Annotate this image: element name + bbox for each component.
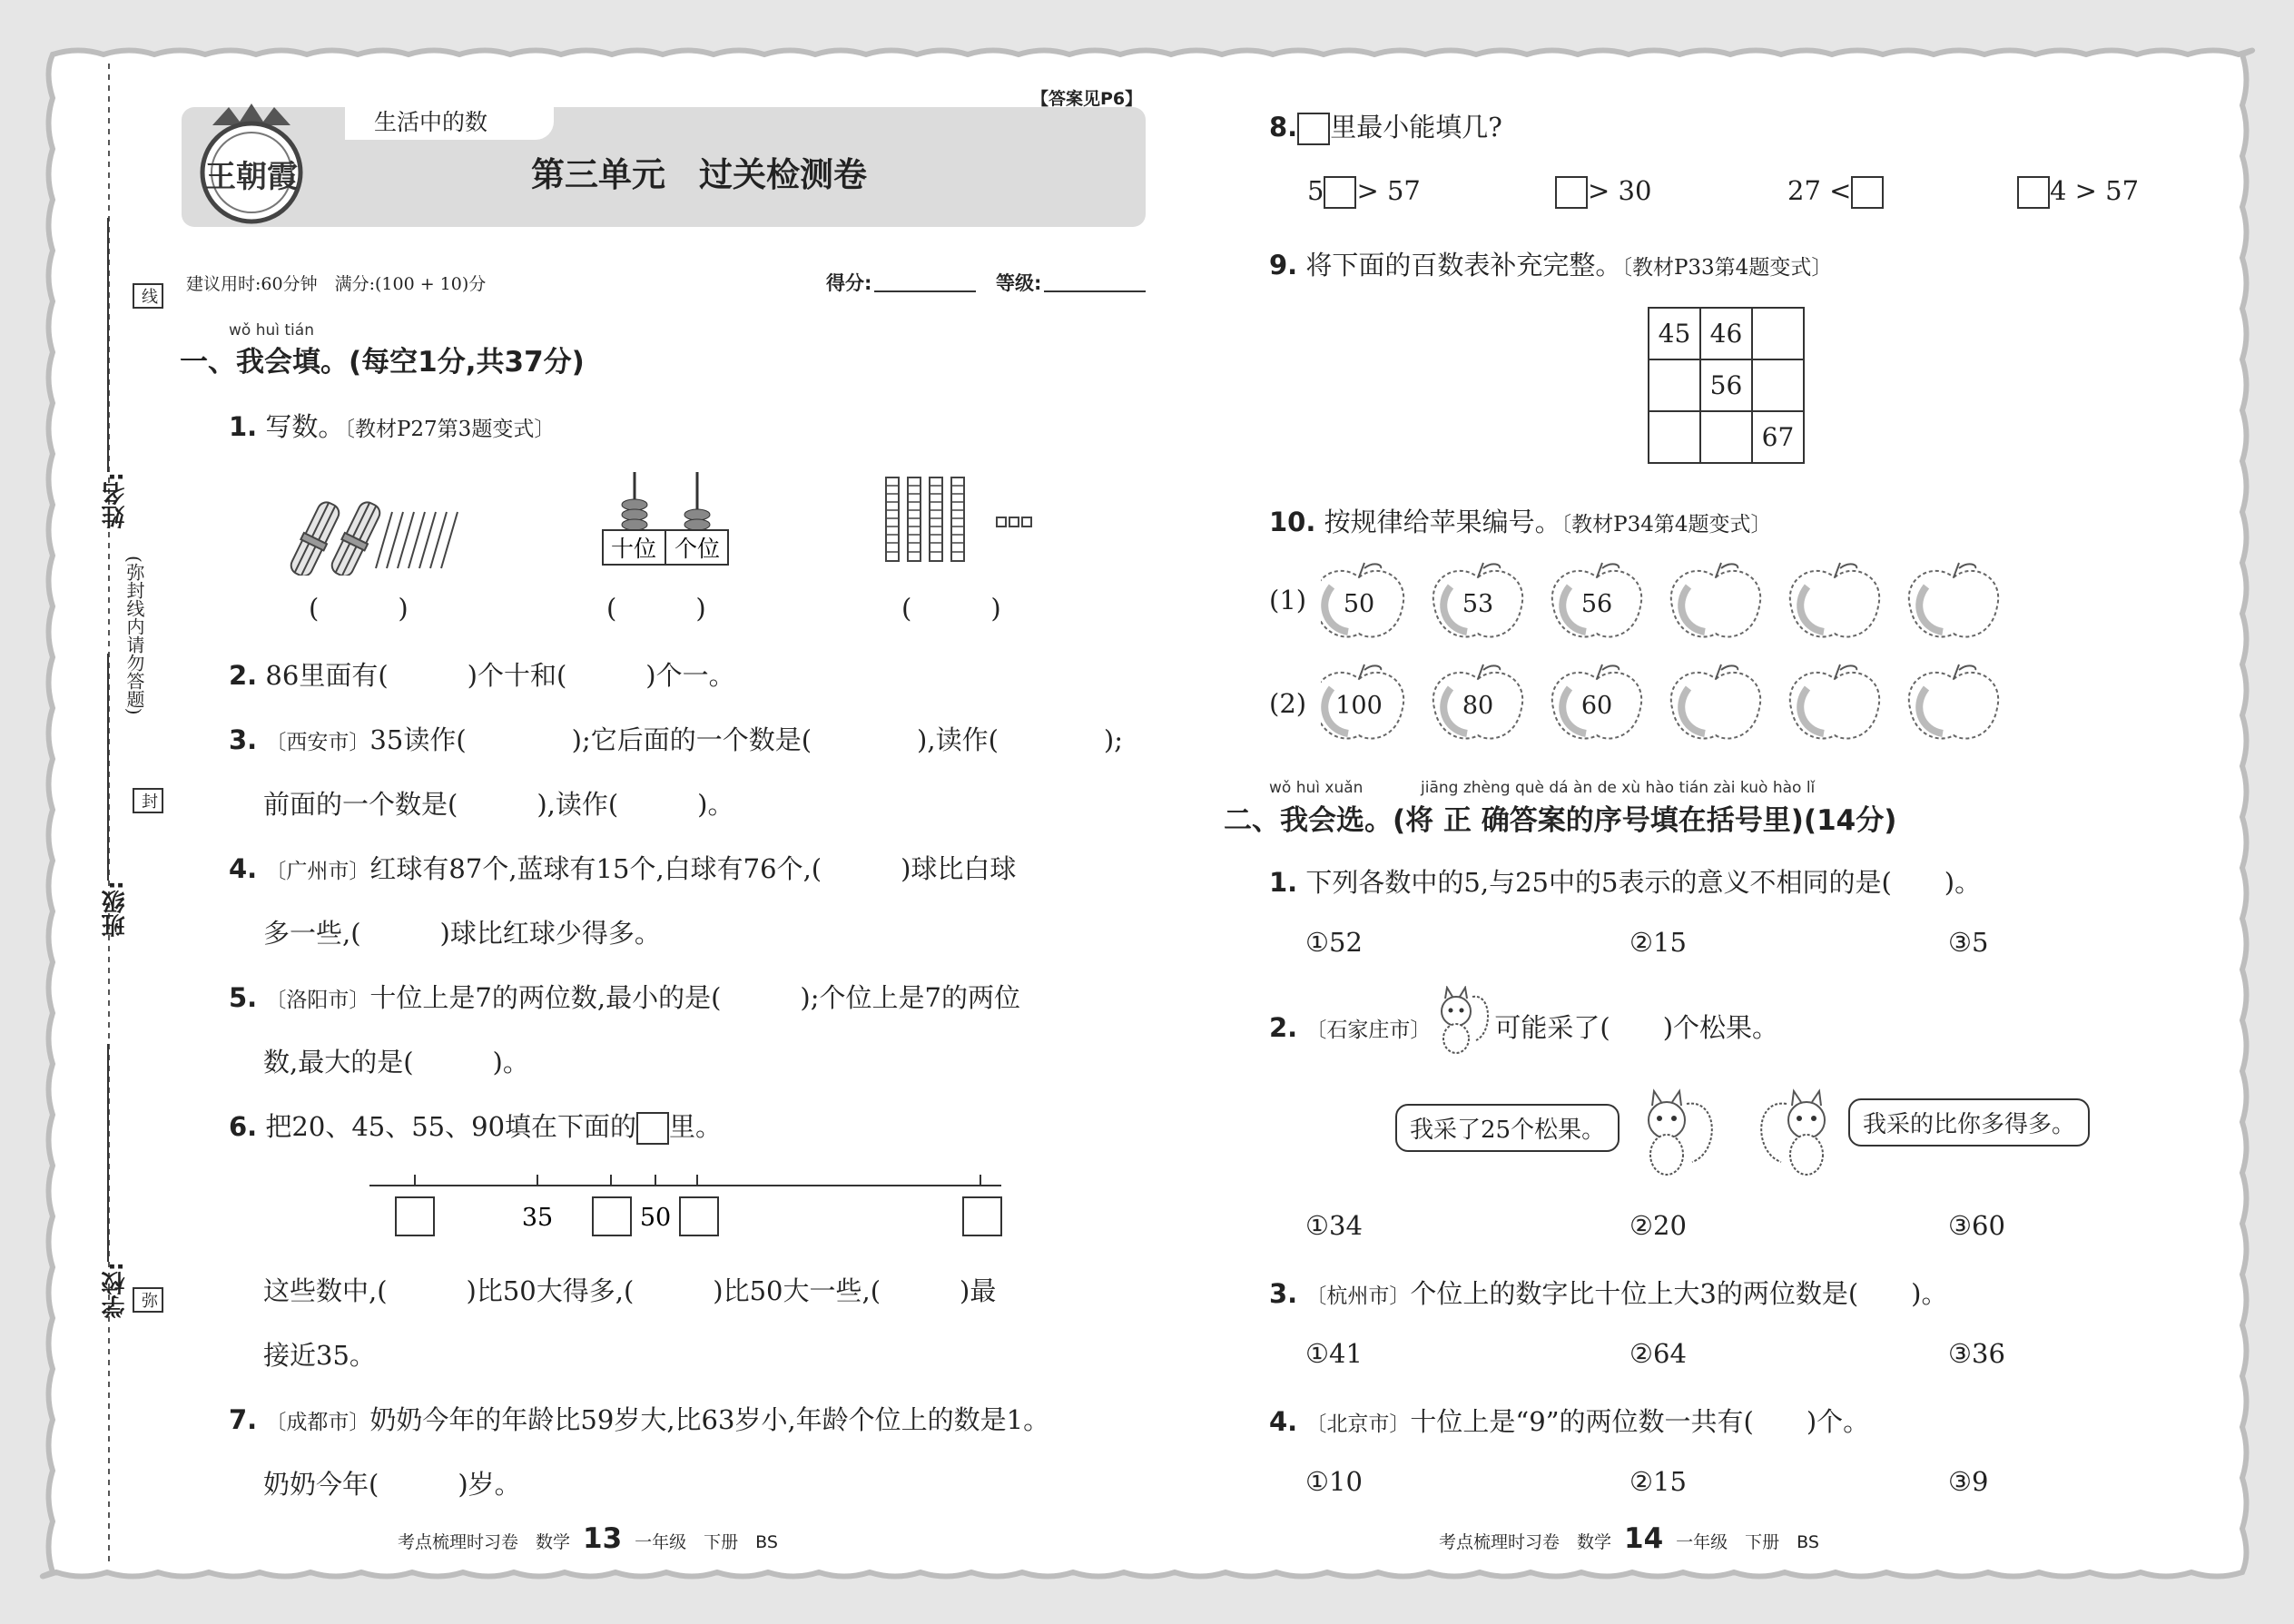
s2-q4: 4. 〔北京市〕十位上是“9”的两位数一共有( )个。 bbox=[1269, 1406, 1870, 1437]
score-label: 得分: bbox=[826, 272, 872, 294]
section2-title: 二、我会选。(将 正 确答案的序号填在括号里)(14分) bbox=[1224, 804, 1897, 837]
s2-q1-opt-3[interactable]: ③5 bbox=[1948, 927, 1989, 958]
topic-label: 生活中的数 bbox=[374, 109, 488, 135]
section2-pinyin-a: wǒ huì xuǎn bbox=[1269, 779, 1364, 797]
q9: 9. 将下面的百数表补充完整。〔教材P33第4题变式〕 bbox=[1269, 250, 1833, 281]
apple-number: 60 bbox=[1580, 692, 1613, 720]
apple-2-6[interactable] bbox=[1909, 664, 1998, 739]
q5-line2: 数,最大的是( )。 bbox=[263, 1047, 529, 1078]
s2-q2: 2. 〔石家庄市〕 可能采了( )个松果。 bbox=[1269, 1012, 1779, 1043]
apple-1-5[interactable] bbox=[1790, 563, 1879, 637]
s2-q3: 3. 〔杭州市〕个位上的数字比十位上大3的两位数是( )。 bbox=[1269, 1278, 1948, 1309]
s2-q3-opt-3[interactable]: ③36 bbox=[1948, 1338, 2005, 1369]
apple-2-4[interactable] bbox=[1671, 664, 1760, 739]
hundred-cell[interactable] bbox=[1752, 308, 1804, 359]
bundled-sticks-illustration bbox=[283, 501, 474, 576]
binding-mark-mi: 弥 bbox=[133, 1287, 163, 1313]
speech-bubble-2: 我采的比你多得多。 bbox=[1848, 1098, 2090, 1147]
s2-q2-opt-1[interactable]: ①34 bbox=[1305, 1210, 1363, 1241]
section1-pinyin: wǒ huì tián bbox=[229, 321, 314, 340]
s2-q1-opt-1[interactable]: ①52 bbox=[1305, 927, 1363, 958]
q3: 3. 〔西安市〕35读作( );它后面的一个数是( ),读作( ); bbox=[229, 724, 1123, 755]
q1-answer-1[interactable]: ( ) bbox=[309, 593, 409, 624]
q4-line2: 多一些,( )球比红球少得多。 bbox=[263, 918, 661, 949]
s2-q4-opt-3[interactable]: ③9 bbox=[1948, 1466, 1989, 1497]
q1-answer-2[interactable]: ( ) bbox=[606, 593, 706, 624]
q8-option-a[interactable]: 5 > 57 bbox=[1307, 175, 1421, 209]
q10-row2-label: (2) bbox=[1269, 688, 1307, 719]
q8-option-c[interactable]: 27 < bbox=[1787, 175, 1884, 209]
q4: 4. 〔广州市〕红球有87个,蓝球有15个,白球有76个,( )球比白球 bbox=[229, 853, 1017, 884]
binding-mark-xian: 线 bbox=[133, 283, 163, 309]
s2-q2-opt-2[interactable]: ②20 bbox=[1629, 1210, 1687, 1241]
apple-2-5[interactable] bbox=[1790, 664, 1879, 739]
apple-number: 56 bbox=[1580, 590, 1613, 618]
q8-option-b[interactable]: > 30 bbox=[1555, 175, 1651, 209]
hundred-cell[interactable]: 45 bbox=[1649, 308, 1700, 359]
s2-q4-opt-2[interactable]: ②15 bbox=[1629, 1466, 1687, 1497]
page-title: 第三单元 过关检测卷 bbox=[531, 155, 867, 194]
apple-1-1[interactable] bbox=[1321, 563, 1403, 637]
hundred-cell[interactable] bbox=[1649, 411, 1700, 463]
logo-text: 王朝霞 bbox=[205, 159, 298, 195]
number-line-box-4[interactable] bbox=[962, 1196, 1002, 1236]
hundred-cell[interactable] bbox=[1752, 359, 1804, 411]
apple-1-2[interactable] bbox=[1433, 563, 1522, 637]
abacus-illustration bbox=[599, 468, 731, 568]
q1-answer-3[interactable]: ( ) bbox=[901, 593, 1001, 624]
base-ten-blocks-illustration bbox=[881, 472, 1044, 566]
s2-q1-opt-2[interactable]: ②15 bbox=[1629, 927, 1687, 958]
apple-2-2[interactable] bbox=[1433, 664, 1522, 739]
hundred-cell[interactable] bbox=[1700, 411, 1752, 463]
hundred-chart bbox=[1648, 307, 1805, 464]
number-line-box-3[interactable] bbox=[679, 1196, 719, 1236]
hundred-cell[interactable]: 67 bbox=[1752, 411, 1804, 463]
apple-1-4[interactable] bbox=[1671, 563, 1760, 637]
grade-label: 等级: bbox=[996, 272, 1042, 294]
hundred-cell[interactable]: 56 bbox=[1700, 359, 1752, 411]
apple-number: 80 bbox=[1462, 692, 1494, 720]
tick-label-50: 50 bbox=[639, 1204, 672, 1232]
hundred-cell[interactable]: 46 bbox=[1700, 308, 1752, 359]
squirrel-icon bbox=[1433, 986, 1492, 1058]
s2-q3-opt-1[interactable]: ①41 bbox=[1305, 1338, 1363, 1369]
abacus-ones-label: 个位 bbox=[674, 536, 721, 562]
s2-q3-opt-2[interactable]: ②64 bbox=[1629, 1338, 1687, 1369]
q8: 8. 里最小能填几? bbox=[1269, 107, 1502, 145]
tick-label-35: 35 bbox=[521, 1204, 554, 1232]
apple-2-1[interactable] bbox=[1321, 664, 1403, 739]
q5: 5. 〔洛阳市〕十位上是7的两位数,最小的是( );个位上是7的两位 bbox=[229, 982, 1020, 1013]
score-field[interactable] bbox=[874, 290, 976, 292]
footer-right: 考点梳理时习卷 数学 14 一年级 下册 BS bbox=[1439, 1522, 1819, 1555]
number-line-box-1[interactable] bbox=[395, 1196, 435, 1236]
q6-line2: 这些数中,( )比50大得多,( )比50大一些,( )最 bbox=[263, 1275, 997, 1306]
q6: 6. 把20、45、55、90填在下面的 里。 bbox=[229, 1107, 722, 1145]
apple-1-3[interactable] bbox=[1552, 563, 1641, 637]
apple-1-6[interactable] bbox=[1909, 563, 1998, 637]
q3-line2: 前面的一个数是( ),读作( )。 bbox=[263, 789, 734, 820]
school-label: 学校: bbox=[102, 1262, 129, 1319]
binding-mark-feng: 封 bbox=[133, 788, 163, 813]
squirrel-icon bbox=[1632, 1086, 1719, 1180]
name-label: 姓名: bbox=[102, 472, 129, 529]
apple-2-3[interactable] bbox=[1552, 664, 1641, 739]
speech-bubble-1: 我采了25个松果。 bbox=[1395, 1104, 1620, 1152]
s2-q2-opt-3[interactable]: ③60 bbox=[1948, 1210, 2005, 1241]
section2-pinyin-b: jiāng zhèng què dá àn de xù hào tián zài kuò hào lǐ bbox=[1421, 779, 1816, 797]
apple-number: 100 bbox=[1335, 692, 1383, 720]
binding-note: (弥封线内请勿答题) bbox=[123, 556, 145, 715]
q7: 7. 〔成都市〕奶奶今年的年龄比59岁大,比63岁小,年龄个位上的数是1。 bbox=[229, 1404, 1050, 1435]
brand-logo bbox=[192, 102, 310, 227]
time-info: 建议用时:60分钟 满分:(100 + 10)分 bbox=[186, 274, 487, 294]
apple-number: 53 bbox=[1462, 590, 1494, 618]
q1: 1. 写数。〔教材P27第3题变式〕 bbox=[229, 411, 556, 442]
q10-row1-label: (1) bbox=[1269, 585, 1307, 615]
s2-q1: 1. 下列各数中的5,与25中的5表示的意义不相同的是( )。 bbox=[1269, 867, 1982, 898]
footer-left: 考点梳理时习卷 数学 13 一年级 下册 BS bbox=[398, 1522, 778, 1555]
grade-field[interactable] bbox=[1044, 290, 1146, 292]
answer-reference: 【答案见P6】 bbox=[1031, 89, 1143, 109]
q10: 10. 按规律给苹果编号。〔教材P34第4题变式〕 bbox=[1269, 507, 1772, 537]
hundred-cell[interactable] bbox=[1649, 359, 1700, 411]
q7-line2: 奶奶今年( )岁。 bbox=[263, 1469, 521, 1500]
section1-title: 一、我会填。(每空1分,共37分) bbox=[180, 346, 585, 379]
q8-option-d[interactable]: 4 > 57 bbox=[2017, 175, 2139, 209]
q6-line3: 接近35。 bbox=[263, 1340, 376, 1371]
apple-rows bbox=[1321, 556, 2011, 755]
abacus-tens-label: 十位 bbox=[610, 536, 657, 562]
s2-q4-opt-1[interactable]: ①10 bbox=[1305, 1466, 1363, 1497]
q2: 2. 86里面有( )个十和( )个一。 bbox=[229, 660, 735, 691]
class-label: 班级: bbox=[102, 881, 129, 938]
number-line-box-2[interactable] bbox=[592, 1196, 632, 1236]
apple-number: 50 bbox=[1343, 590, 1375, 618]
squirrel-icon bbox=[1754, 1086, 1841, 1180]
